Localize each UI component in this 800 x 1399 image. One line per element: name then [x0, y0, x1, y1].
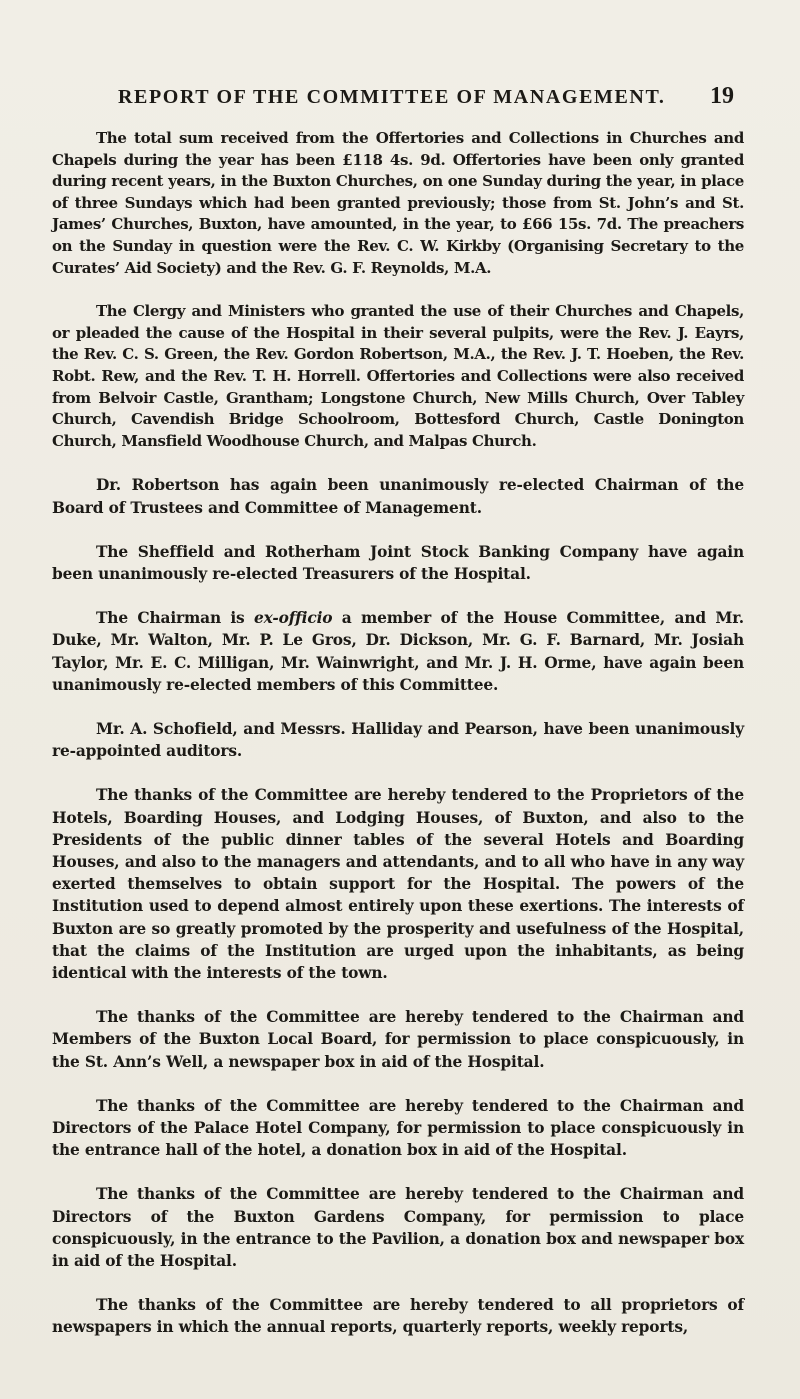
paragraph-thanks-palace-hotel: The thanks of the Committee are hereby tendered to the Chairman and Directors of the Palace Hotel Company, for permission to place conspicuously in the entrance hall of the hotel, a donation box in aid of the Hospital.	[52, 1096, 744, 1160]
header-title: REPORT OF THE COMMITTEE OF MANAGEMENT.	[118, 86, 666, 108]
running-header	[0, 83, 800, 114]
paragraph-house-committee	[52, 607, 744, 696]
paragraph-thanks-newspapers: The thanks of the Committee are hereby tendered to all proprietors of newspapers in which the annual reports, quarterly reports, weekly reports,	[52, 1296, 744, 1337]
paragraph-treasurers: The Sheffield and Rotherham Joint Stock Banking Company have again been unanimously re-elected Treasurers of the Hospital.	[52, 542, 744, 583]
ex-officio-emphasis: ex-officio	[253, 609, 333, 628]
page-number: 19	[710, 83, 734, 109]
body-text	[52, 128, 744, 1361]
paragraph-auditors: Mr. A. Schofield, and Messrs. Halliday and Pearson, have been unanimously re-appointed auditors.	[52, 719, 744, 761]
house-committee-text-start: The Chairman is	[96, 609, 254, 628]
paragraph-thanks-gardens: The thanks of the Committee are hereby tendered to the Chairman and Directors of the Buxton Gardens Company, for permission to place conspicuously, in the entrance to the Pavilion, a donation box and newspaper box in aid of the Hospital.	[52, 1185, 744, 1270]
paragraph-chairman: Dr. Robertson has again been unanimously re-elected Chairman of the Board of Trustees and Committee of Management.	[52, 476, 744, 517]
house-committee-text-end: a member of the House Committee, and Mr. Duke, Mr. Walton, Mr. P. Le Gros, Dr. Dickson, Mr. G. F. Barnard, Mr. Josiah Taylor, Mr. E. C. Milligan, Mr. Wainwright, and Mr. J. H. Orme, have again been unanimously re-elected members of this Committee.	[52, 609, 744, 694]
paragraph-thanks-hotels: The thanks of the Committee are hereby tendered to the Proprietors of the Hotels, Boarding Houses, and Lodging Houses, of Buxton, and also to the Presidents of the public dinner tables of the several Hotels and Boarding Houses, and also to the managers and attendants, and to all who have in any way exerted themselves to obtain support for the Hospital. The powers of the Institution used to depend almost entirely upon these exertions. The interests of Buxton are so greatly promoted by the prosperity and usefulness of the Hospital, that the claims of the Institution are urged upon the inhabitants, as being identical with the interests of the town.	[52, 786, 744, 982]
paragraph-thanks-local-board: The thanks of the Committee are hereby tendered to the Chairman and Members of the Buxton Local Board, for permission to place conspicuously, in the St. Ann’s Well, a newspaper box in aid of the Hospital.	[52, 1008, 744, 1071]
paragraph-offertories: The total sum received from the Offertories and Collections in Churches and Chapels during the year has been £118 4s. 9d. Offertories have been only granted during recent years, in the Buxton Churches, on one Sunday during the year, in place of three Sundays which had been granted previously; those from St. John’s and St. James’ Churches, Buxton, have amounted, in the year, to £66 15s. 7d. The preachers on the Sunday in question were the Rev. C. W. Kirkby (Organising Secretary to the Curates’ Aid Society) and the Rev. G. F. Reynolds, M.A.	[52, 129, 744, 277]
paragraph-clergy: The Clergy and Ministers who granted the use of their Churches and Chapels, or pleaded the cause of the Hospital in their several pulpits, were the Rev. J. Eayrs, the Rev. C. S. Green, the Rev. Gordon Robertson, M.A., the Rev. J. T. Hoeben, the Rev. Robt. Rew, and the Rev. T. H. Horrell. Offertories and Collections were also received from Belvoir Castle, Grantham; Longstone Church, New Mills Church, Over Tabley Church, Cavendish Bridge Schoolroom, Bottesford Church, Castle Donington Church, Mansfield Woodhouse Church, and Malpas Church.	[52, 302, 744, 450]
